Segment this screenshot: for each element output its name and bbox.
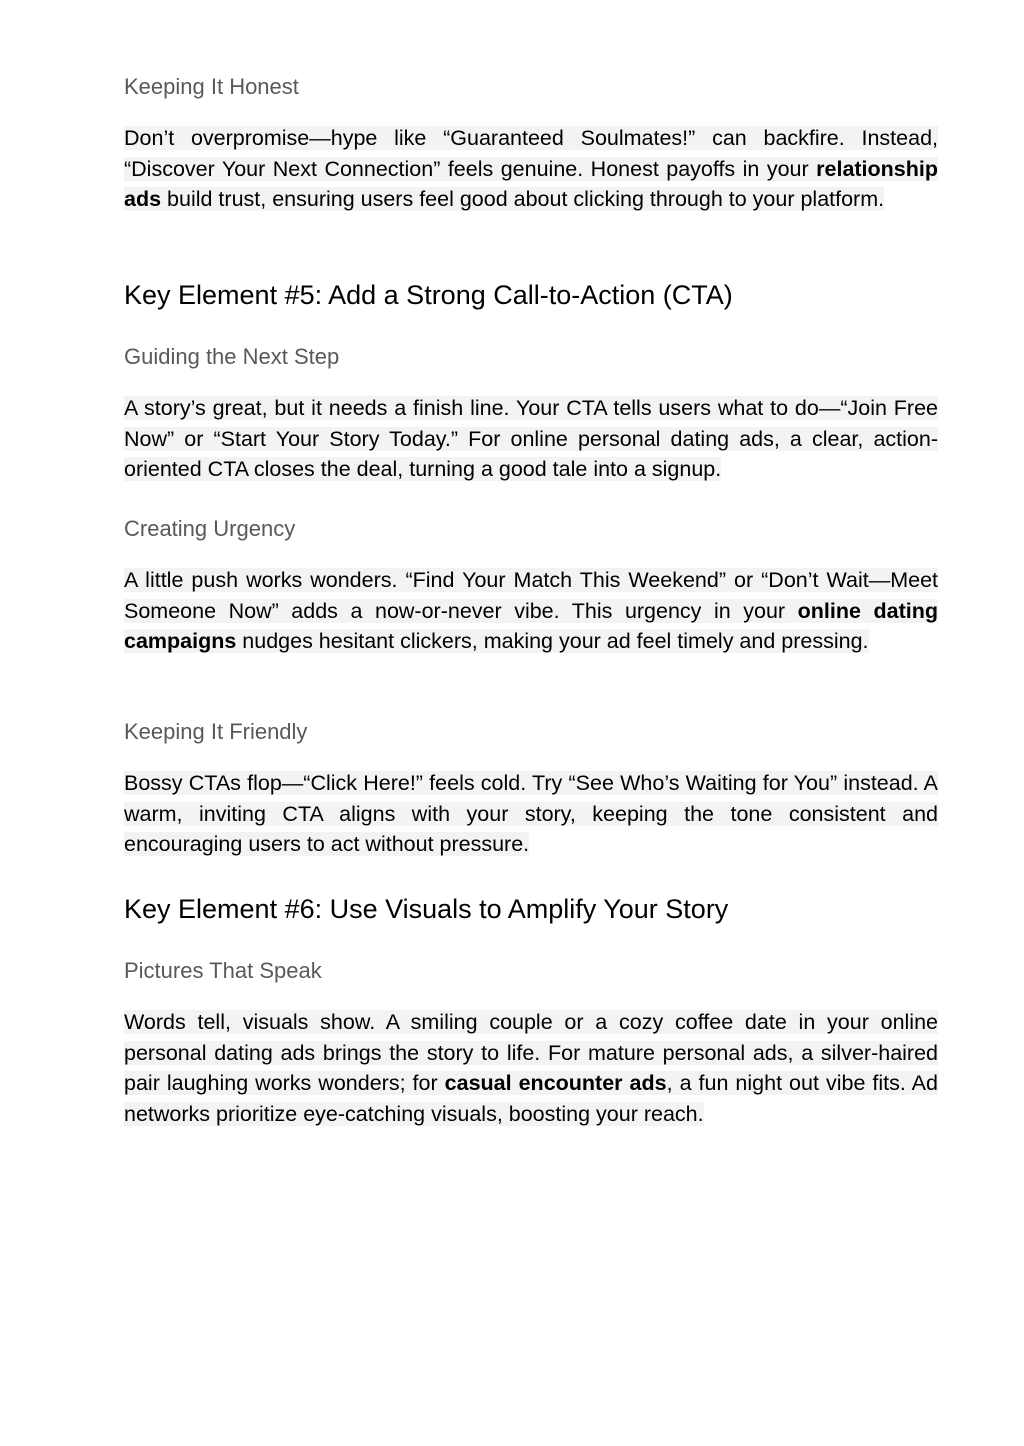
bold-keyword: casual encounter ads [444,1071,667,1096]
paragraph-text [124,771,938,856]
text-run: Bossy CTAs flop—“Click Here!” feels cold. Try “See Who’s Waiting for You” instead. A warm, inviting CTA aligns with your story, keeping the tone consistent and encouraging users to act without pressure. [124,771,938,857]
subheading-keeping-it-friendly: Keeping It Friendly [124,719,308,744]
paragraph-creating-urgency [124,565,938,657]
text-run: Don’t overpromise—hype like “Guaranteed Soulmates!” can backfire. Instead, “Discover Your Next Connection” feels genuine. Honest payoffs in your [124,126,938,181]
text-run: nudges hesitant clickers, making your ad feel timely and pressing. [236,629,869,654]
subheading-creating-urgency: Creating Urgency [124,516,296,541]
paragraph-text [124,126,938,211]
paragraph-keeping-it-friendly [124,768,938,860]
text-run: A story’s great, but it needs a finish line. Your CTA tells users what to do—“Join Free Now” or “Start Your Story Today.” For online personal dating ads, a clear, action-oriented CTA closes the deal, turning a good tale into a signup. [124,396,938,482]
paragraph-keeping-it-honest [124,123,938,215]
text-run: , a fun night out vibe fits. Ad networks prioritize eye-catching visuals, boosting your reach. [124,1071,938,1127]
heading-key-element-6: Key Element #6: Use Visuals to Amplify Your Story [124,894,729,924]
subheading-guiding-next-step: Guiding the Next Step [124,344,340,369]
paragraph-text [124,396,938,481]
text-run: Words tell, visuals show. A smiling couple or a cozy coffee date in your online personal dating ads brings the story to life. For mature personal ads, a silver-haired pair laughing works wonders; for [124,1010,938,1096]
paragraph-text [124,568,938,653]
paragraph-pictures-that-speak [124,1007,938,1130]
text-run: build trust, ensuring users feel good about clicking through to your platform. [161,187,885,212]
paragraph-text [124,1010,938,1126]
bold-keyword: relationship ads [124,156,938,212]
heading-key-element-5: Key Element #5: Add a Strong Call-to-Action (CTA) [124,280,733,310]
text-run: A little push works wonders. “Find Your Match This Weekend” or “Don’t Wait—Meet Someone Now” adds a now-or-never vibe. This urgency in your [124,568,938,623]
subheading-pictures-that-speak: Pictures That Speak [124,958,322,983]
subheading-keeping-it-honest: Keeping It Honest [124,74,299,99]
paragraph-guiding-next-step [124,393,938,485]
bold-keyword: online dating campaigns [124,598,938,654]
